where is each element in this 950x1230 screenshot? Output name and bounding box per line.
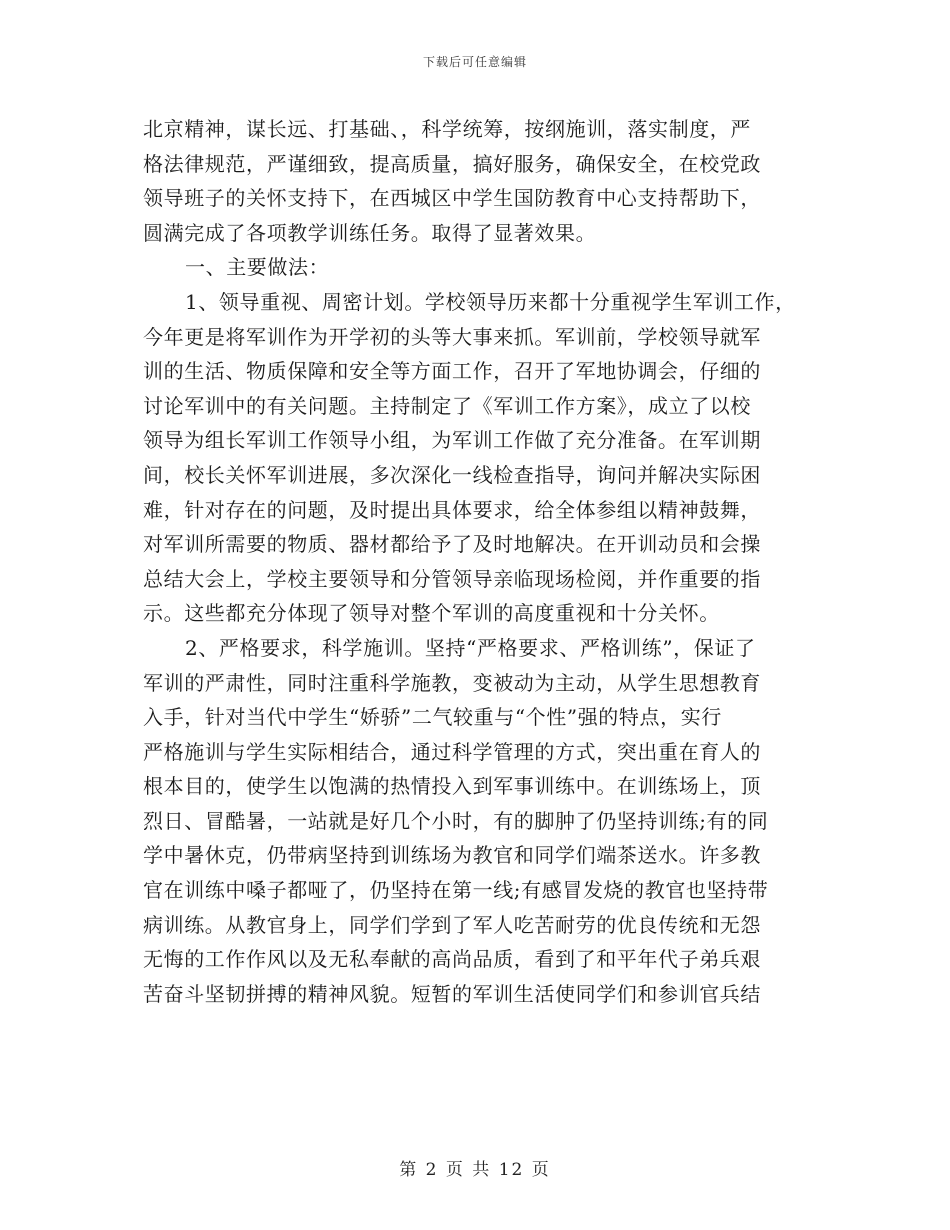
section-heading: 一、主要做法： <box>185 255 330 280</box>
text-line: 苦奋斗坚韧拼搏的精神风貌。短暂的军训生活使同学们和参训官兵结 <box>143 981 761 1006</box>
text-line: 今年更是将军训作为开学初的头等大事来抓。军训前，学校领导就军 <box>143 324 761 349</box>
text-line: 病训练。从教官身上，同学们学到了军人吃苦耐劳的优良传统和无怨 <box>143 912 761 937</box>
text-line: 讨论军训中的有关问题。主持制定了《军训工作方案》，成立了以校 <box>143 393 751 418</box>
text-line: 1、领导重视、周密计划。学校领导历来都十分重视学生军训工作， <box>185 289 796 314</box>
text-line: 训的生活、物质保障和安全等方面工作，召开了军地协调会，仔细的 <box>143 359 761 384</box>
text-line: 示。这些都充分体现了领导对整个军训的高度重视和十分关怀。 <box>143 601 720 626</box>
text-line: 总结大会上，学校主要领导和分管领导亲临现场检阅，并作重要的指 <box>143 566 761 591</box>
page-number: 第 2 页 共 12 页 <box>399 1160 551 1180</box>
text-line: 格法律规范，严谨细致，提高质量，搞好服务，确保安全，在校党政 <box>143 151 761 176</box>
text-line: 无悔的工作作风以及无私奉献的高尚品质，看到了和平年代子弟兵艰 <box>143 947 761 972</box>
body-text <box>143 112 833 1011</box>
text-line: 领导班子的关怀支持下，在西城区中学生国防教育中心支持帮助下， <box>143 186 761 211</box>
text-line: 北京精神，谋长远、打基础、，科学统筹，按纲施训，落实制度，严 <box>143 117 751 141</box>
text-line: 根本目的，使学生以饱满的热情投入到军事训练中。在训练场上，顶 <box>143 774 761 799</box>
text-line: 2、严格要求，科学施训。坚持“严格要求、严格训练”，保证了 <box>185 635 756 660</box>
header-note: 下载后可任意编辑 <box>422 55 527 69</box>
text-line: 难，针对存在的问题，及时提出具体要求，给全体参组以精神鼓舞， <box>143 497 761 522</box>
text-line: 圆满完成了各项教学训练任务。取得了显著效果。 <box>143 220 597 245</box>
text-line: 烈日、冒酷暑，一站就是好几个小时，有的脚肿了仍坚持训练;有的同 <box>143 808 769 833</box>
text-line: 严格施训与学生实际相结合，通过科学管理的方式，突出重在育人的 <box>143 739 761 764</box>
text-line: 间，校长关怀军训进展，多次深化一线检查指导，询问并解决实际困 <box>143 462 761 487</box>
text-line: 对军训所需要的物质、器材都给予了及时地解决。在开训动员和会操 <box>143 532 761 557</box>
text-line: 学中暑休克，仍带病坚持到训练场为教官和同学们端茶送水。许多教 <box>143 843 761 868</box>
text-line: 入手，针对当代中学生“娇骄”二气较重与“个性”强的特点，实行 <box>143 705 722 730</box>
text-line: 军训的严肃性，同时注重科学施教，变被动为主动，从学生思想教育 <box>143 670 761 695</box>
text-line: 官在训练中嗓子都哑了，仍坚持在第一线;有感冒发烧的教官也坚持带 <box>143 878 769 903</box>
text-line: 领导为组长军训工作领导小组，为军训工作做了充分准备。在军训期 <box>143 428 761 453</box>
